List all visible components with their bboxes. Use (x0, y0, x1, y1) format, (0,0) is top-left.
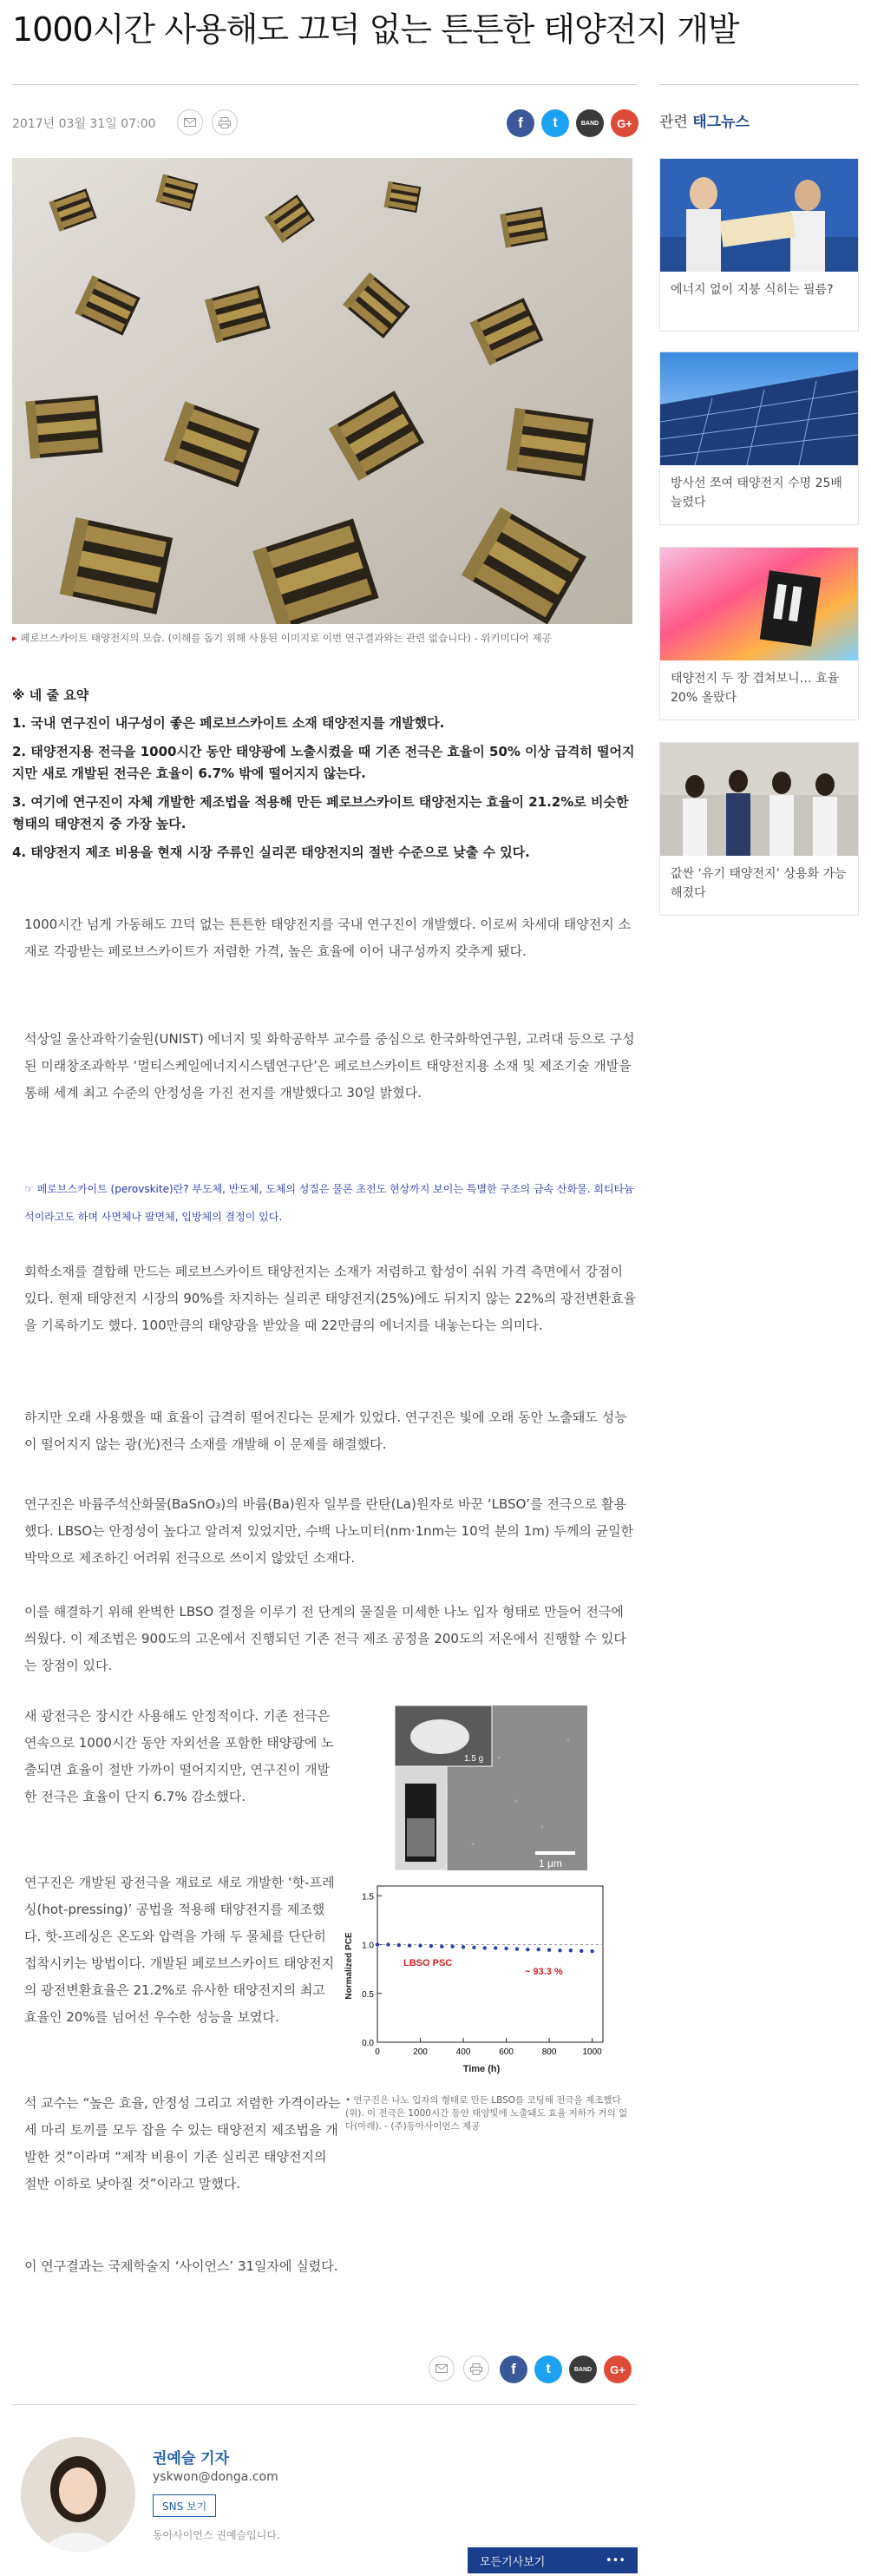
google-plus-icon: G+ (610, 2362, 625, 2376)
data-point (483, 1946, 487, 1949)
data-point (547, 1948, 551, 1951)
y-axis-label: Normalized PCE (344, 1932, 354, 2000)
paragraph: 회학소재를 결합해 만드는 페로브스카이트 태양전지는 소재가 저렴하고 합성이 쉬워 가격 측면에서 강점이 있다. 현재 태양전지 시장의 90%를 차지하는 실리콘 태양전지(25%)에도 뒤지지 않는 22%의 광전변환효율을 기록하기도 했다. 100만큼의 태양광을 받았을 때 22만큼의 에너지를 내놓는다는 의미다. (24, 1264, 637, 1333)
news-title: 태양전지 두 장 겹쳐보니… 효율 20% 올랐다 (671, 672, 840, 705)
data-point (590, 1949, 593, 1953)
title-divider (12, 84, 637, 85)
paragraph: 이 연구결과는 국제학술지 ‘사이언스’ 31일자에 실렸다. (24, 2258, 338, 2274)
paragraph: 하지만 오래 사용했을 때 효율이 급격히 떨어진다는 문제가 있었다. 연구진은 빛에 오래 동안 노출돼도 성능이 떨어지지 않는 광(光)전극 소재를 개발해 이 문제를 해결했다. (24, 1410, 627, 1452)
data-point (440, 1945, 443, 1948)
summary-item: 2. 태양전지용 전극을 1000시간 동안 태양광에 노출시켰을 때 기존 전극은 효율이 50% 이상 급격히 떨어지지만 새로 개발된 전극은 효율이 6.7% 밖에 떨어지지 않는다. (12, 744, 635, 781)
related-news-card[interactable] (659, 547, 859, 720)
perovskite-note: ☞ 페로브스카이트 (perovskite)란? 부도체, 반도체, 도체의 성질은 물론 초전도 현상까지 보이는 특별한 구조의 금속 산화물. 회티타늄석이라고도 하며 사면체나 팔면체, 입방체의 결정이 있다. (24, 1183, 634, 1223)
x-tick-label: 200 (413, 2047, 428, 2057)
paragraph: 이를 해결하기 위해 완벽한 LBSO 결정을 이루기 전 단계의 물질을 미세한 나노 입자 형태로 만들어 전극에 씌웠다. 이 제조법은 900도의 고온에서 진행되던 기존 전극 제조 공정을 200도의 저온에서 진행할 수 있다는 장점이 있다. (24, 1604, 626, 1673)
figure-caption-text: 연구진은 나노 입자의 형태로 만든 LBSO를 코팅해 전극을 제조했다(위). 이 전극은 1000시간 동안 태양빛에 노출돼도 효율 저하가 거의 없다(아래). - (주)동아사이언스 제공 (345, 2095, 628, 2132)
series-label: LBSO PSC (403, 1958, 453, 1968)
facebook-share-button[interactable] (500, 2356, 527, 2383)
news-thumbnail (660, 159, 858, 272)
twitter-share-button[interactable] (534, 2356, 562, 2383)
end-value-label: ~ 93.3 % (525, 1967, 563, 1977)
news-thumbnail (660, 743, 858, 856)
footer-divider (12, 2404, 637, 2405)
meta-row (12, 109, 635, 137)
news-thumbnail (660, 352, 858, 465)
news-thumbnail (660, 548, 858, 660)
y-tick-label: 0.5 (362, 1989, 374, 2000)
x-tick-label: 600 (499, 2047, 514, 2057)
print-button[interactable] (463, 2356, 489, 2382)
y-tick-label: 0.0 (362, 2039, 374, 2048)
related-news-card[interactable] (659, 742, 859, 916)
related-news-card[interactable] (659, 352, 859, 525)
data-point (397, 1943, 401, 1947)
author-description: 동아사이언스 권예슬입니다. (153, 2529, 280, 2541)
bottom-share-bar (429, 2356, 637, 2385)
data-point (386, 1942, 390, 1946)
x-axis-label: Time (h) (462, 2064, 501, 2074)
paragraph: 연구진은 바륨주석산화물(BaSnO₃)의 바륨(Ba)원자 일부를 란탄(La)원자로 바꾼 ‘LBSO’를 전극으로 활용했다. LBSO는 안정성이 높다고 알려져 있었지만, 수백 나노미터(nm·1nm는 10억 분의 1m) 두께의 균일한 박막으로 제조하긴 어려워 전극으로 쓰이지 않았던 소재다. (24, 1496, 634, 1566)
stacked-solar-cell-photo (660, 548, 858, 660)
news-title: 에너지 없이 지붕 식히는 필름? (671, 283, 834, 297)
data-point (580, 1949, 583, 1953)
google-plus-icon: G+ (617, 116, 632, 130)
caption-bullet-icon: ▸ (12, 632, 21, 644)
news-title: 값싼 ‘유기 태양전지’ 상용화 가능해졌다 (671, 867, 847, 900)
data-point (537, 1948, 540, 1951)
article-date: 2017년 03월 31일 07:00 (12, 117, 156, 131)
sidebar-title (659, 109, 859, 131)
twitter-icon: t (553, 115, 558, 130)
twitter-share-button[interactable] (541, 109, 569, 137)
sidebar (659, 109, 859, 152)
facebook-share-button[interactable] (507, 109, 534, 137)
avatar (21, 2437, 135, 2552)
author-name[interactable]: 권예슬 기자 (153, 2450, 230, 2468)
data-point (569, 1948, 573, 1952)
inset-label: 1.5 g (464, 1754, 484, 1764)
news-title: 방사선 쪼여 태양전지 수명 25배 늘렸다 (671, 476, 842, 509)
author-email[interactable]: yskwon@donga.com (153, 2470, 278, 2484)
data-point (429, 1944, 433, 1948)
hero-image (12, 158, 632, 624)
solar-farm-photo (660, 352, 858, 465)
summary-item: 1. 국내 연구진이 내구성이 좋은 페로브스카이트 소재 태양전지를 개발했다. (12, 715, 445, 731)
paragraph: 석상일 울산과학기술원(UNIST) 에너지 및 화학공학부 교수를 중심으로 한국화학연구원, 고려대 등으로 구성된 미래창조과학부 ‘멀티스케일에너지시스템연구단’은 페로브스카이트 태양전지용 소재 및 제조기술 개발을 통해 세계 최고 수준의 안정성을 가진 전지를 개발했다고 30일 밝혔다. (24, 1031, 635, 1101)
email-button[interactable] (429, 2356, 455, 2382)
sidebar-title-bold: 태그뉴스 (692, 114, 750, 131)
y-tick-label: 1.0 (362, 1941, 374, 1951)
summary-box (12, 686, 635, 871)
hero-caption (12, 631, 635, 645)
data-point (526, 1948, 529, 1951)
email-button[interactable] (177, 109, 203, 135)
band-share-button[interactable] (576, 109, 604, 137)
band-icon: BAND (573, 2366, 593, 2373)
data-point (558, 1948, 561, 1952)
paragraph: 새 광전극은 장시간 사용해도 안정적이다. 기존 전극은 연속으로 1000시간 동안 자외선을 포함한 태양광에 노출되면 효율이 절반 가까이 떨어지지만, 연구진이 개발한 전극은 효율이 단지 6.7% 감소했다. (24, 1708, 334, 1804)
caption-bullet-icon: • (345, 2095, 354, 2106)
data-point (504, 1947, 508, 1950)
data-point (494, 1946, 497, 1949)
x-tick-label: 0 (375, 2047, 380, 2057)
printer-icon (219, 117, 231, 128)
paragraph-text: 석 교수는 “높은 효율, 안정성 그리고 저렴한 가격이라는 세 마리 토끼를 모두 잡을 수 있는 태양전지 제조법을 개발한 것”이라며 “제작 비용이 기존 실리콘 태양전지의 절반 이하로 낮아질 것”이라고 말했다. (24, 2095, 341, 2192)
sidebar-divider (659, 84, 859, 85)
printer-icon (470, 2363, 482, 2375)
data-point (515, 1947, 519, 1950)
author-photo-illustration (21, 2437, 135, 2552)
google-share-button[interactable] (611, 109, 639, 137)
x-tick-label: 1000 (582, 2047, 602, 2057)
paragraph: 1000시간 넘게 가동해도 끄덕 없는 튼튼한 태양전지를 국내 연구진이 개발했다. 이로써 차세대 태양전지 소재로 각광받는 페로브스카이트가 저렴한 가격, 높은 효율에 이어 내구성까지 갖추게 됐다. (24, 917, 632, 959)
related-news-card[interactable] (659, 158, 859, 332)
solar-cell-photo (12, 158, 632, 624)
data-point (462, 1945, 465, 1948)
band-icon: BAND (580, 120, 599, 127)
pce-chart (343, 1879, 629, 2087)
x-tick-label: 800 (541, 2047, 557, 2057)
all-articles-button[interactable] (468, 2547, 638, 2573)
research-team-photo (660, 743, 858, 856)
sns-button[interactable]: SNS 보기 (153, 2494, 216, 2517)
more-dots-icon: ••• (605, 2553, 625, 2567)
envelope-icon (436, 2364, 448, 2373)
sidebar-title-prefix: 관련 (659, 114, 688, 131)
facebook-icon: f (511, 2361, 516, 2377)
figure-panel (343, 1705, 629, 2091)
summary-item: 3. 여기에 연구진이 자체 개발한 제조법을 적용해 만든 페로브스카이트 태양전지는 효율이 21.2%로 비슷한 형태의 태양전지 중 가장 높다. (12, 794, 629, 831)
twitter-icon: t (546, 2362, 551, 2376)
envelope-icon (184, 118, 196, 127)
paragraph: 연구진은 개발된 광전극을 재료로 새로 개발한 ‘핫-프레싱(hot-pressing)’ 공법을 적용해 태양전지를 제조했다. 핫-프레싱은 온도와 압력을 가해 두 물체를 단단히 접착시키는 방법이다. 개발된 페로브스카이트 태양전지의 광전변환효율은 21.2%로 유사한 태양전지의 최고 효율인 20%를 넘어선 우수한 성능을 보였다. (24, 1875, 335, 2025)
summary-heading: ※ 네 줄 요약 (12, 687, 89, 703)
data-point (376, 1942, 379, 1946)
data-point (408, 1943, 411, 1947)
summary-item: 4. 태양전지 제조 비용을 현재 시장 주류인 실리콘 태양전지의 절반 수준으로 낮출 수 있다. (12, 844, 530, 860)
x-tick-label: 400 (455, 2047, 471, 2057)
all-articles-label: 모든기사보기 (480, 2555, 546, 2569)
hero-caption-text: 페로브스카이트 태양전지의 모습. (이해를 돕기 위해 사용된 이미지로 이번 연구결과와는 관련 없습니다) - 위키미디어 제공 (20, 632, 552, 644)
data-point (472, 1946, 475, 1949)
researchers-film-photo (660, 159, 858, 272)
scale-bar-label: 1 μm (539, 1857, 562, 1870)
y-tick-label: 1.5 (362, 1892, 374, 1902)
page-title: 1000시간 사용해도 끄덕 없는 튼튼한 태양전지 개발 (12, 10, 739, 49)
data-point (450, 1945, 454, 1948)
band-share-button[interactable] (569, 2356, 597, 2383)
facebook-icon: f (518, 115, 523, 131)
google-share-button[interactable] (604, 2356, 632, 2383)
figure-caption (345, 2094, 632, 2133)
print-button[interactable] (212, 109, 238, 135)
data-point (418, 1943, 422, 1947)
